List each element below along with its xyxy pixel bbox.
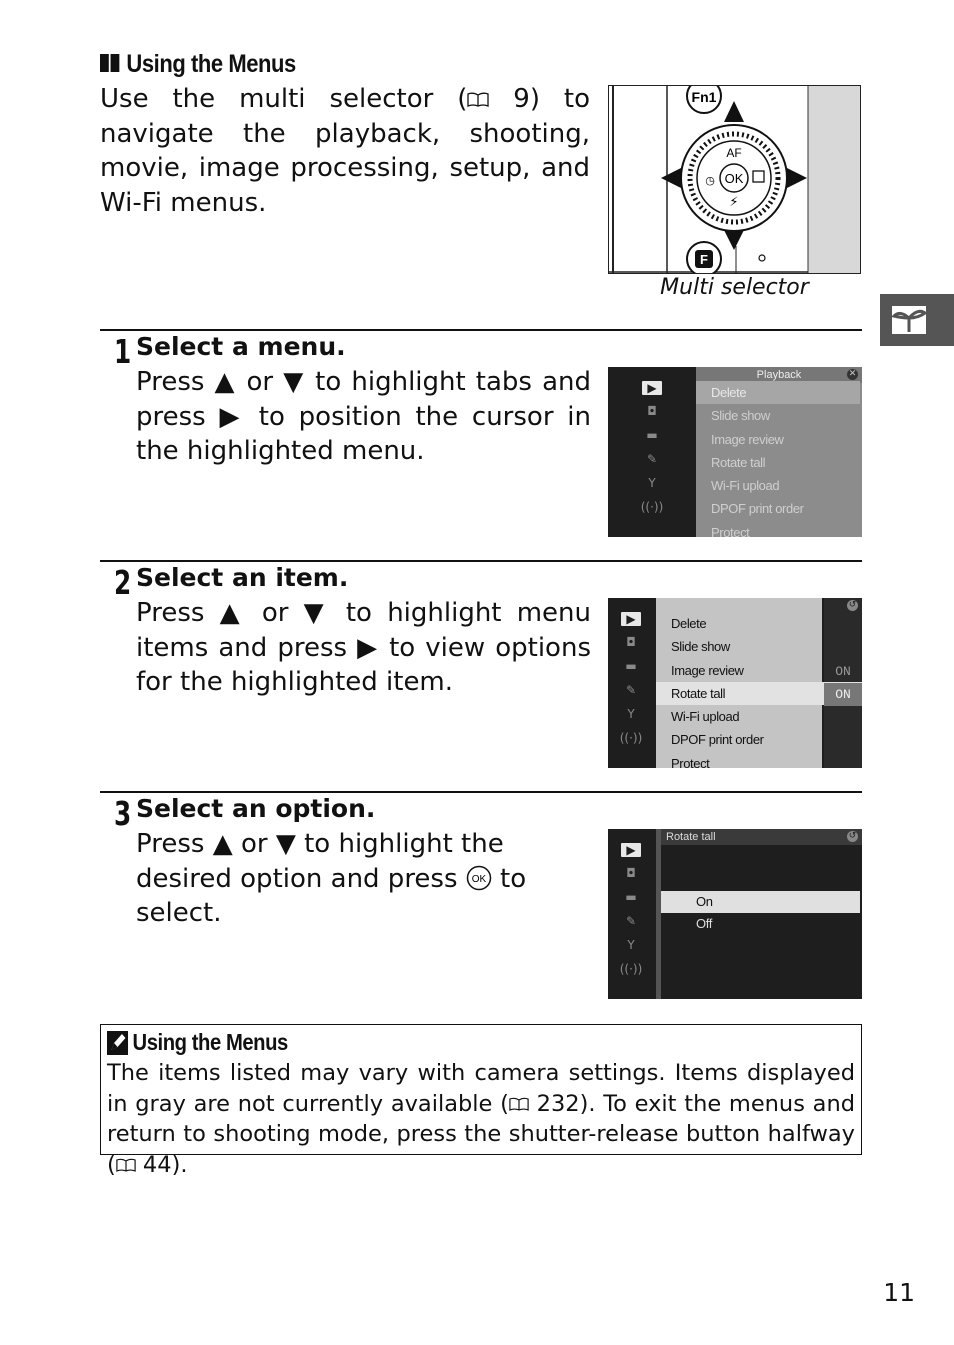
down-arrow-icon: ▼ — [303, 598, 331, 628]
screen3-header: Rotate tall — [661, 829, 862, 845]
note-box — [100, 1024, 862, 1178]
playback-tab-icon: ▶ — [621, 612, 641, 626]
playback-tab-icon: ▶ — [621, 843, 641, 857]
list-item: Wi-Fi upload — [671, 709, 740, 725]
ok-label: OK — [724, 171, 744, 186]
section-title: Using the Menus — [126, 50, 296, 78]
screen-menu-select — [608, 367, 862, 537]
page-number: 11 — [883, 1278, 915, 1307]
intro-text-2: 9) to navigate the playback, shooting, movie, image processing, setup, and Wi-Fi menus. — [100, 84, 590, 218]
note-heading — [107, 1029, 288, 1056]
step-3-title: Select an option. — [136, 794, 376, 823]
note-text: The items listed may vary with camera settings. Items displayed in gray are not currently available ( 232). To exit the menus and return to shooting mode, press the shutter-release button halfway ( 44). — [107, 1060, 855, 1178]
right-arrow-icon: ▶ — [219, 401, 246, 432]
down-arrow-icon: ▼ — [275, 829, 296, 859]
step-2-divider — [100, 560, 862, 562]
step-1-divider — [100, 329, 862, 331]
section-heading — [100, 50, 296, 79]
arrow-right-icon — [787, 168, 807, 188]
ok-button-icon — [466, 865, 492, 891]
shooting-tab-icon: ◘ — [626, 866, 636, 880]
movie-tab-icon: ▬ — [625, 890, 637, 904]
back-icon: ↺ — [848, 831, 857, 841]
shooting-tab-icon: ◘ — [647, 404, 657, 418]
rotate-tall-value: ON — [824, 683, 862, 706]
book-icon — [467, 92, 489, 108]
wifi-tab-icon: ((·)) — [619, 731, 643, 745]
multi-selector-illustration — [609, 86, 861, 274]
wifi-tab-icon: ((·)) — [619, 962, 643, 976]
list-item: Delete — [671, 616, 707, 631]
arrow-left-icon — [661, 168, 681, 188]
book-icon — [116, 1158, 136, 1173]
svg-text:◷: ◷ — [705, 174, 715, 187]
intro-text-1: Use the multi selector ( — [100, 84, 468, 114]
menu-tabs — [608, 598, 654, 768]
screen3-options — [661, 891, 860, 935]
step-2-number: 2 — [114, 563, 132, 602]
step-1-number: 1 — [114, 332, 132, 371]
multi-selector-figure — [608, 85, 861, 274]
menu-tabs — [608, 829, 654, 999]
screen-option-select — [608, 829, 862, 999]
setup-tab-icon: Y — [648, 476, 656, 490]
arrow-down-icon — [724, 230, 744, 250]
image-review-value: ON — [835, 664, 851, 679]
intro-paragraph — [100, 82, 590, 220]
option-on: On — [661, 891, 860, 913]
list-item: Image review — [671, 662, 744, 678]
list-item: Rotate tall — [656, 682, 862, 705]
back-icon: ↺ — [848, 600, 857, 610]
note-pencil-icon — [107, 1031, 128, 1055]
step-2-title: Select an item. — [136, 563, 349, 592]
step-1-title: Select a menu. — [136, 332, 346, 361]
af-label: AF — [726, 146, 742, 160]
step-2-body: Press ▲ or ▼ to highlight menu items and press ▶ to view options for the highlighted item. — [136, 598, 592, 697]
setup-tab-icon: Y — [627, 938, 635, 952]
section-marker-icon — [100, 50, 121, 79]
up-arrow-icon: ▲ — [219, 598, 247, 628]
list-item: DPOF print order — [711, 501, 804, 517]
list-item: Protect — [711, 524, 750, 537]
step-3-divider — [100, 791, 862, 793]
note-title: Using the Menus — [132, 1029, 288, 1055]
movie-tab-icon: ▬ — [625, 659, 637, 673]
screen-item-select — [608, 598, 862, 768]
screen1-header: Playback — [696, 367, 862, 383]
image-processing-tab-icon: ✎ — [646, 452, 658, 466]
arrow-up-icon — [724, 101, 744, 122]
list-item: Slide show — [671, 639, 730, 655]
step-1-body: Press ▲ or ▼ to highlight tabs and press ▶ to position the cursor in the highlighted menu. — [136, 367, 591, 466]
up-arrow-icon: ▲ — [214, 367, 237, 397]
close-icon: ✕ — [848, 369, 857, 379]
svg-text:⚡: ⚡ — [729, 195, 739, 210]
fn1-button-icon — [687, 86, 721, 113]
f-label: F — [700, 252, 708, 267]
chapter-tab — [880, 294, 954, 346]
image-processing-tab-icon: ✎ — [625, 683, 637, 697]
list-item: Image review — [711, 431, 784, 447]
figure-caption: Multi selector — [660, 275, 809, 300]
list-item: Delete — [696, 381, 860, 404]
screen1-menu — [696, 381, 860, 537]
shooting-tab-icon: ◘ — [626, 635, 636, 649]
list-item: Rotate tall — [711, 454, 766, 470]
svg-text:OK: OK — [471, 873, 487, 885]
fn1-label: Fn1 — [691, 89, 717, 105]
movie-tab-icon: ▬ — [646, 428, 658, 442]
wifi-tab-icon: ((·)) — [640, 500, 664, 514]
menu-tabs — [608, 367, 696, 537]
option-off: Off — [696, 916, 712, 931]
image-processing-tab-icon: ✎ — [625, 914, 637, 928]
list-item: Wi-Fi upload — [711, 478, 780, 494]
right-arrow-icon: ▶ — [357, 632, 379, 663]
direction-pad-icon — [661, 101, 807, 250]
list-item: Slide show — [711, 408, 770, 424]
list-item: Protect — [671, 755, 710, 768]
list-item: DPOF print order — [671, 732, 764, 748]
step-3-body: Press ▲ or ▼ to highlight the desired option and press OK to select. — [136, 829, 527, 928]
first-steps-icon — [880, 294, 954, 346]
playback-tab-icon: ▶ — [642, 381, 662, 395]
down-arrow-icon: ▼ — [283, 367, 306, 397]
f-button-icon — [687, 242, 721, 274]
setup-tab-icon: Y — [627, 707, 635, 721]
step-3-number: 3 — [114, 794, 132, 833]
book-icon — [509, 1097, 529, 1112]
up-arrow-icon: ▲ — [212, 829, 233, 859]
